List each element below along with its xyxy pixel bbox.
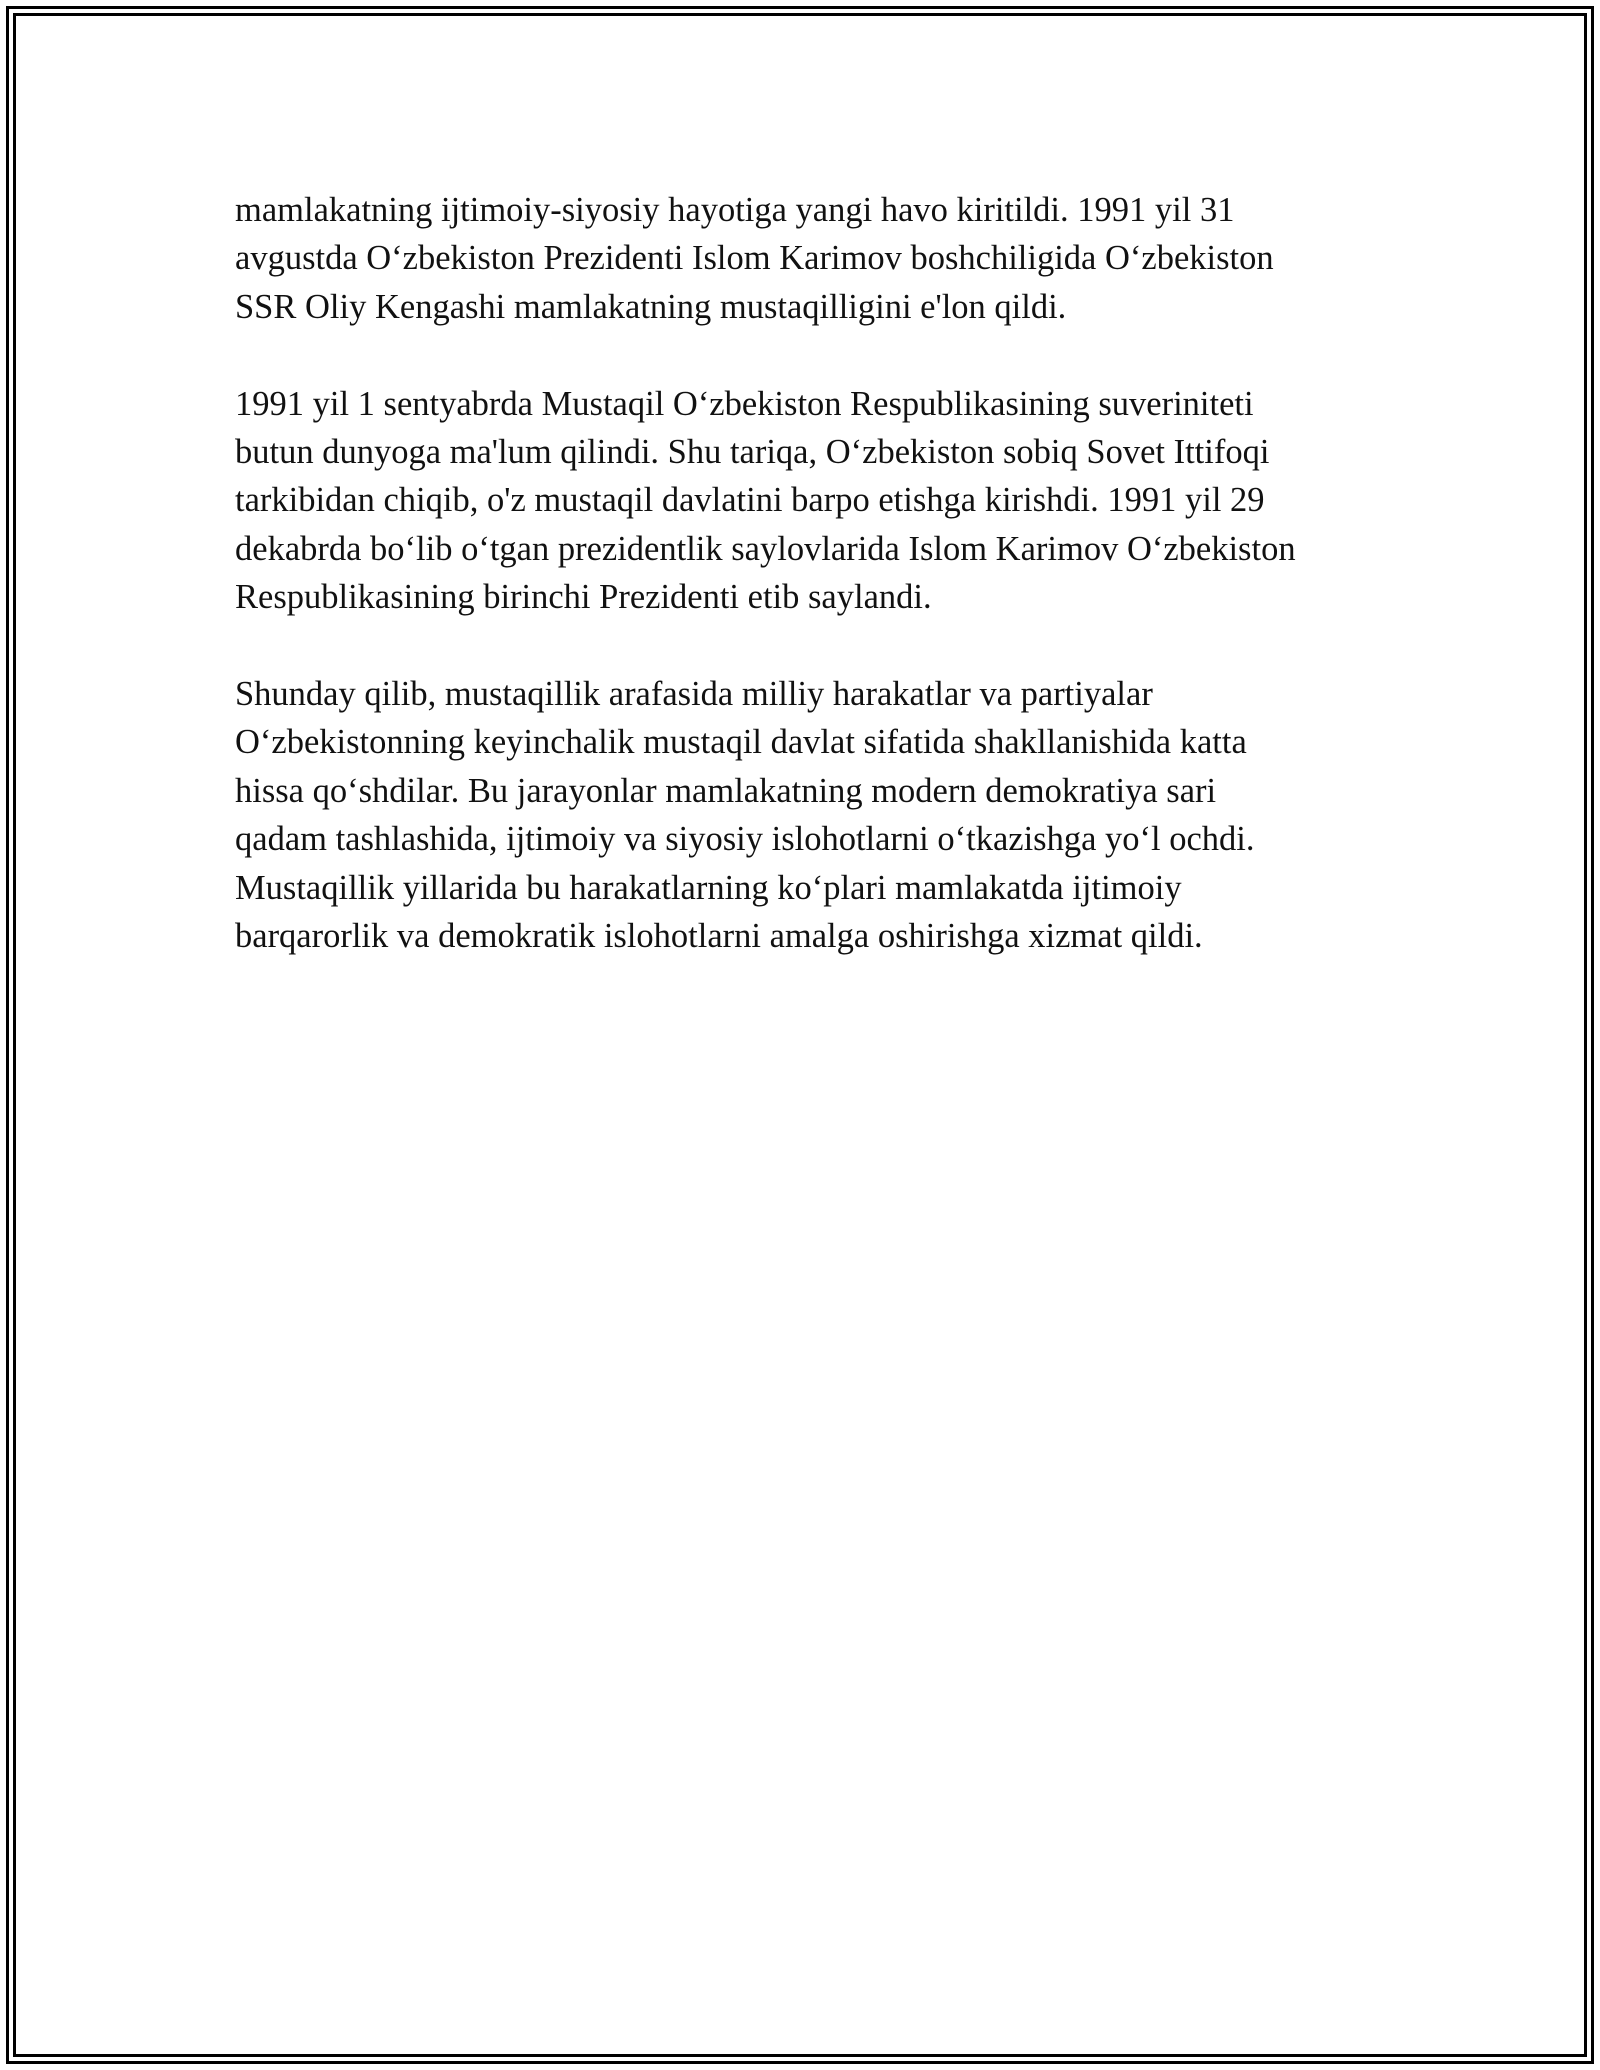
paragraph-sovereignty-announcement: 1991 yil 1 sentyabrda Mustaqil O‘zbekiston Respublikasining suveriniteti butun dunyoga ma'lum qilindi. Shu tariqa, O‘zbekiston sobiq Sovet Ittifoqi tarkibidan chiqib, o'z mustaqil davlatini barpo etishga kirishdi. 1991 yil 29 dekabrda bo‘lib o‘tgan prezidentlik saylovlarida Islom Karimov O‘zbekiston Respublikasining birinchi Prezidenti etib saylandi. [235, 384, 1296, 617]
document-body [235, 186, 1395, 960]
paragraph-national-movements: Shunday qilib, mustaqillik arafasida milliy harakatlar va partiyalar O‘zbekistonning keyinchalik mustaqil davlat sifatida shakllanishida katta hissa qo‘shdilar. Bu jarayonlar mamlakatning modern demokratiya sari qadam tashlashida, ijtimoiy va siyosiy islohotlarni o‘tkazishga yo‘l ochdi. Mustaqillik yillarida bu harakatlarning ko‘plari mamlakatda ijtimoiy barqarorlik va demokratik islohotlarni amalga oshirishga xizmat qildi. [235, 675, 1255, 956]
paragraph-independence-declaration: mamlakatning ijtimoiy-siyosiy hayotiga yangi havo kiritildi. 1991 yil 31 avgustda O‘zbekiston Prezidenti Islom Karimov boshchiligida O‘zbekiston SSR Oliy Kengashi mamlakatning mustaqilligini e'lon qildi. [235, 191, 1274, 326]
